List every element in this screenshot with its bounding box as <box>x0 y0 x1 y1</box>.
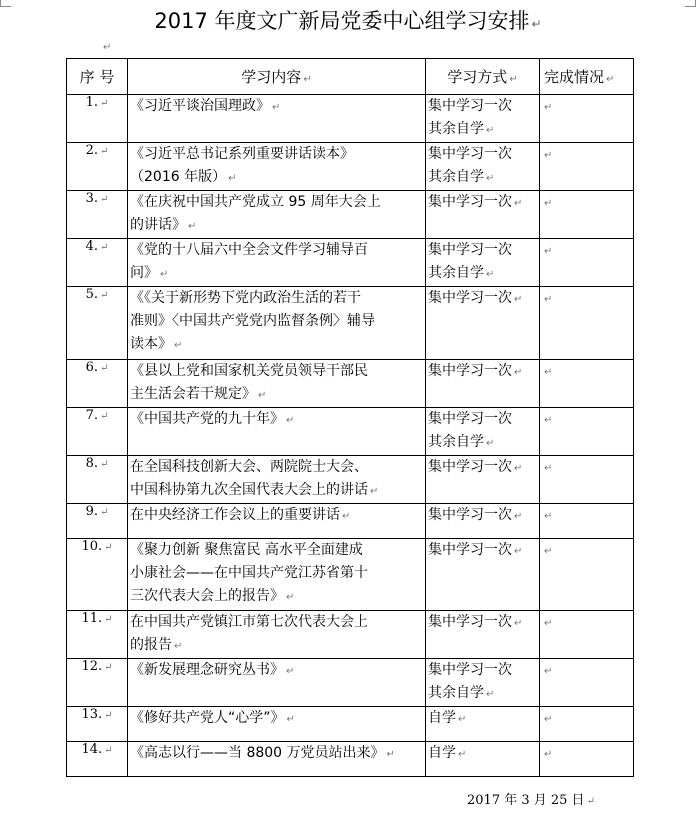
study-content-cell <box>128 408 426 456</box>
study-method-line: 其余自学 ↵ <box>428 169 495 185</box>
study-method-cell <box>426 659 540 707</box>
study-method-cell <box>426 707 540 742</box>
study-method-cell <box>426 742 540 777</box>
study-content-line: 的讲话》 ↵ <box>130 217 197 233</box>
study-method-cell <box>426 191 540 239</box>
study-content-line: 《《关于新形势下党内政治生活的若干 <box>130 290 361 306</box>
table-row <box>67 408 634 456</box>
date-paragraph-mark-icon: ↵ <box>586 796 595 807</box>
study-schedule-table <box>66 58 634 777</box>
study-content-line: 小康社会——在中国共产党江苏省第十 <box>130 565 368 581</box>
study-content-line: 《党的十八届六中全会文件学习辅导百 <box>130 242 368 258</box>
completion-status-cell: ↵ <box>540 742 634 777</box>
table-row <box>67 659 634 707</box>
table-row <box>67 707 634 742</box>
study-method-cell <box>426 456 540 504</box>
completion-status-cell: ↵ <box>540 287 634 360</box>
study-content-cell <box>128 143 426 191</box>
table-row <box>67 360 634 408</box>
study-content-cell <box>128 191 426 239</box>
study-content-line: 《修好共产党人“心学”》 ↵ <box>130 710 295 726</box>
completion-status-cell: ↵ <box>540 239 634 287</box>
row-number-cell: 4. ↵ <box>67 239 128 287</box>
row-number-cell: 11. ↵ <box>67 611 128 659</box>
study-content-line: 《习近平总书记系列重要讲话读本》 <box>130 146 354 162</box>
study-content-line: 在中央经济工作会议上的重要讲话 ↵ <box>130 507 351 523</box>
completion-status-cell: ↵ <box>540 456 634 504</box>
table-row <box>67 287 634 360</box>
study-method-line: 集中学习一次 <box>428 146 512 162</box>
study-method-cell <box>426 504 540 539</box>
study-content-line: 三次代表大会上的报告》 ↵ <box>130 588 295 604</box>
study-content-cell <box>128 611 426 659</box>
study-content-cell <box>128 659 426 707</box>
completion-status-cell: ↵ <box>540 659 634 707</box>
study-content-line: 读本》 ↵ <box>130 336 183 352</box>
table-row <box>67 143 634 191</box>
completion-status-cell: ↵ <box>540 95 634 143</box>
completion-status-cell: ↵ <box>540 191 634 239</box>
paragraph-mark-icon: ↵ <box>531 17 542 31</box>
study-method-line: 其余自学 ↵ <box>428 685 495 701</box>
study-content-line: 的报告 ↵ <box>130 637 183 653</box>
completion-status-cell: ↵ <box>540 611 634 659</box>
study-content-line: 《高志以行——当 8800 万党员站出来》 ↵ <box>130 745 395 761</box>
study-content-cell <box>128 95 426 143</box>
document-date-text: 2017 年 3 月 25 日 <box>467 793 585 808</box>
row-number-cell: 14. ↵ <box>67 742 128 777</box>
row-number-cell: 1. ↵ <box>67 95 128 143</box>
study-content-line: 中国科协第九次全国代表大会上的讲话 ↵ <box>130 482 379 498</box>
study-method-line: 集中学习一次 <box>428 662 512 678</box>
study-content-line: 在中国共产党镇江市第七次代表大会上 <box>130 614 368 630</box>
header-method: 学习方式 ↵ <box>426 59 540 95</box>
study-method-line: 集中学习一次 <box>428 411 512 427</box>
study-content-cell <box>128 456 426 504</box>
study-method-cell <box>426 539 540 611</box>
study-content-line: （2016 年版） ↵ <box>130 169 237 185</box>
study-content-line: 《在庆祝中国共产党成立 95 周年大会上 <box>130 194 381 210</box>
study-method-line: 集中学习一次 ↵ <box>428 194 523 210</box>
study-content-line: 在全国科技创新大会、两院院士大会、 <box>130 459 368 475</box>
row-number-cell: 2. ↵ <box>67 143 128 191</box>
study-method-line: 集中学习一次 ↵ <box>428 363 523 379</box>
study-method-cell <box>426 611 540 659</box>
study-content-line: 问》 ↵ <box>130 265 169 281</box>
table-row <box>67 504 634 539</box>
study-method-cell <box>426 239 540 287</box>
row-number-cell: 8. ↵ <box>67 456 128 504</box>
study-method-cell <box>426 360 540 408</box>
study-content-cell <box>128 360 426 408</box>
table-row <box>67 95 634 143</box>
study-method-line: 其余自学 ↵ <box>428 434 495 450</box>
study-content-line: 《县以上党和国家机关党员领导干部民 <box>130 363 368 379</box>
header-no: 序 号 <box>67 59 128 95</box>
study-content-line: 主生活会若干规定》 ↵ <box>130 386 267 402</box>
study-method-line: 自学 ↵ <box>428 710 467 726</box>
completion-status-cell: ↵ <box>540 360 634 408</box>
study-content-cell <box>128 707 426 742</box>
table-row <box>67 742 634 777</box>
study-content-cell <box>128 239 426 287</box>
table-body <box>67 95 634 777</box>
table-row <box>67 191 634 239</box>
completion-status-cell: ↵ <box>540 539 634 611</box>
document-title <box>0 6 696 39</box>
study-method-line: 自学 ↵ <box>428 745 467 761</box>
completion-status-cell: ↵ <box>540 408 634 456</box>
table-row <box>67 611 634 659</box>
table-row <box>67 239 634 287</box>
row-number-cell: 7. ↵ <box>67 408 128 456</box>
document-date <box>467 789 595 808</box>
table-header-row <box>67 59 634 95</box>
study-method-cell <box>426 408 540 456</box>
study-method-line: 集中学习一次 ↵ <box>428 542 523 558</box>
row-number-cell: 3. ↵ <box>67 191 128 239</box>
study-content-cell <box>128 504 426 539</box>
row-number-cell: 13. ↵ <box>67 707 128 742</box>
study-method-line: 集中学习一次 ↵ <box>428 614 523 630</box>
study-method-line: 集中学习一次 ↵ <box>428 459 523 475</box>
study-content-line: 准则》〈中国共产党党内监督条例〉辅导 <box>130 313 375 329</box>
study-content-cell <box>128 742 426 777</box>
completion-status-cell: ↵ <box>540 143 634 191</box>
table-row <box>67 539 634 611</box>
study-method-line: 其余自学 ↵ <box>428 265 495 281</box>
row-number-cell: 5. ↵ <box>67 287 128 360</box>
header-content: 学习内容 ↵ <box>128 59 426 95</box>
study-method-cell <box>426 143 540 191</box>
completion-status-cell: ↵ <box>540 504 634 539</box>
study-content-cell <box>128 287 426 360</box>
study-method-cell <box>426 95 540 143</box>
study-content-line: 《习近平谈治国理政》 ↵ <box>130 98 281 114</box>
study-method-line: 集中学习一次 <box>428 242 512 258</box>
row-number-cell: 12. ↵ <box>67 659 128 707</box>
study-method-line: 集中学习一次 ↵ <box>428 507 523 523</box>
study-content-cell <box>128 539 426 611</box>
study-method-cell <box>426 287 540 360</box>
blank-paragraph-mark-icon: ↵ <box>103 42 112 53</box>
header-progress: 完成情况 ↵ <box>540 59 634 95</box>
study-method-line: 集中学习一次 <box>428 98 512 114</box>
study-content-line: 《中国共产党的九十年》 ↵ <box>130 411 295 427</box>
row-number-cell: 9. ↵ <box>67 504 128 539</box>
table-row <box>67 456 634 504</box>
document-title-text: 2017 年度文广新局党委中心组学习安排 <box>154 9 530 33</box>
study-method-line: 集中学习一次 ↵ <box>428 290 523 306</box>
study-method-line: 其余自学 ↵ <box>428 121 495 137</box>
study-content-line: 《聚力创新 聚焦富民 高水平全面建成 <box>130 542 363 558</box>
study-content-line: 《新发展理念研究丛书》 ↵ <box>130 662 295 678</box>
completion-status-cell: ↵ <box>540 707 634 742</box>
row-number-cell: 6. ↵ <box>67 360 128 408</box>
row-number-cell: 10. ↵ <box>67 539 128 611</box>
